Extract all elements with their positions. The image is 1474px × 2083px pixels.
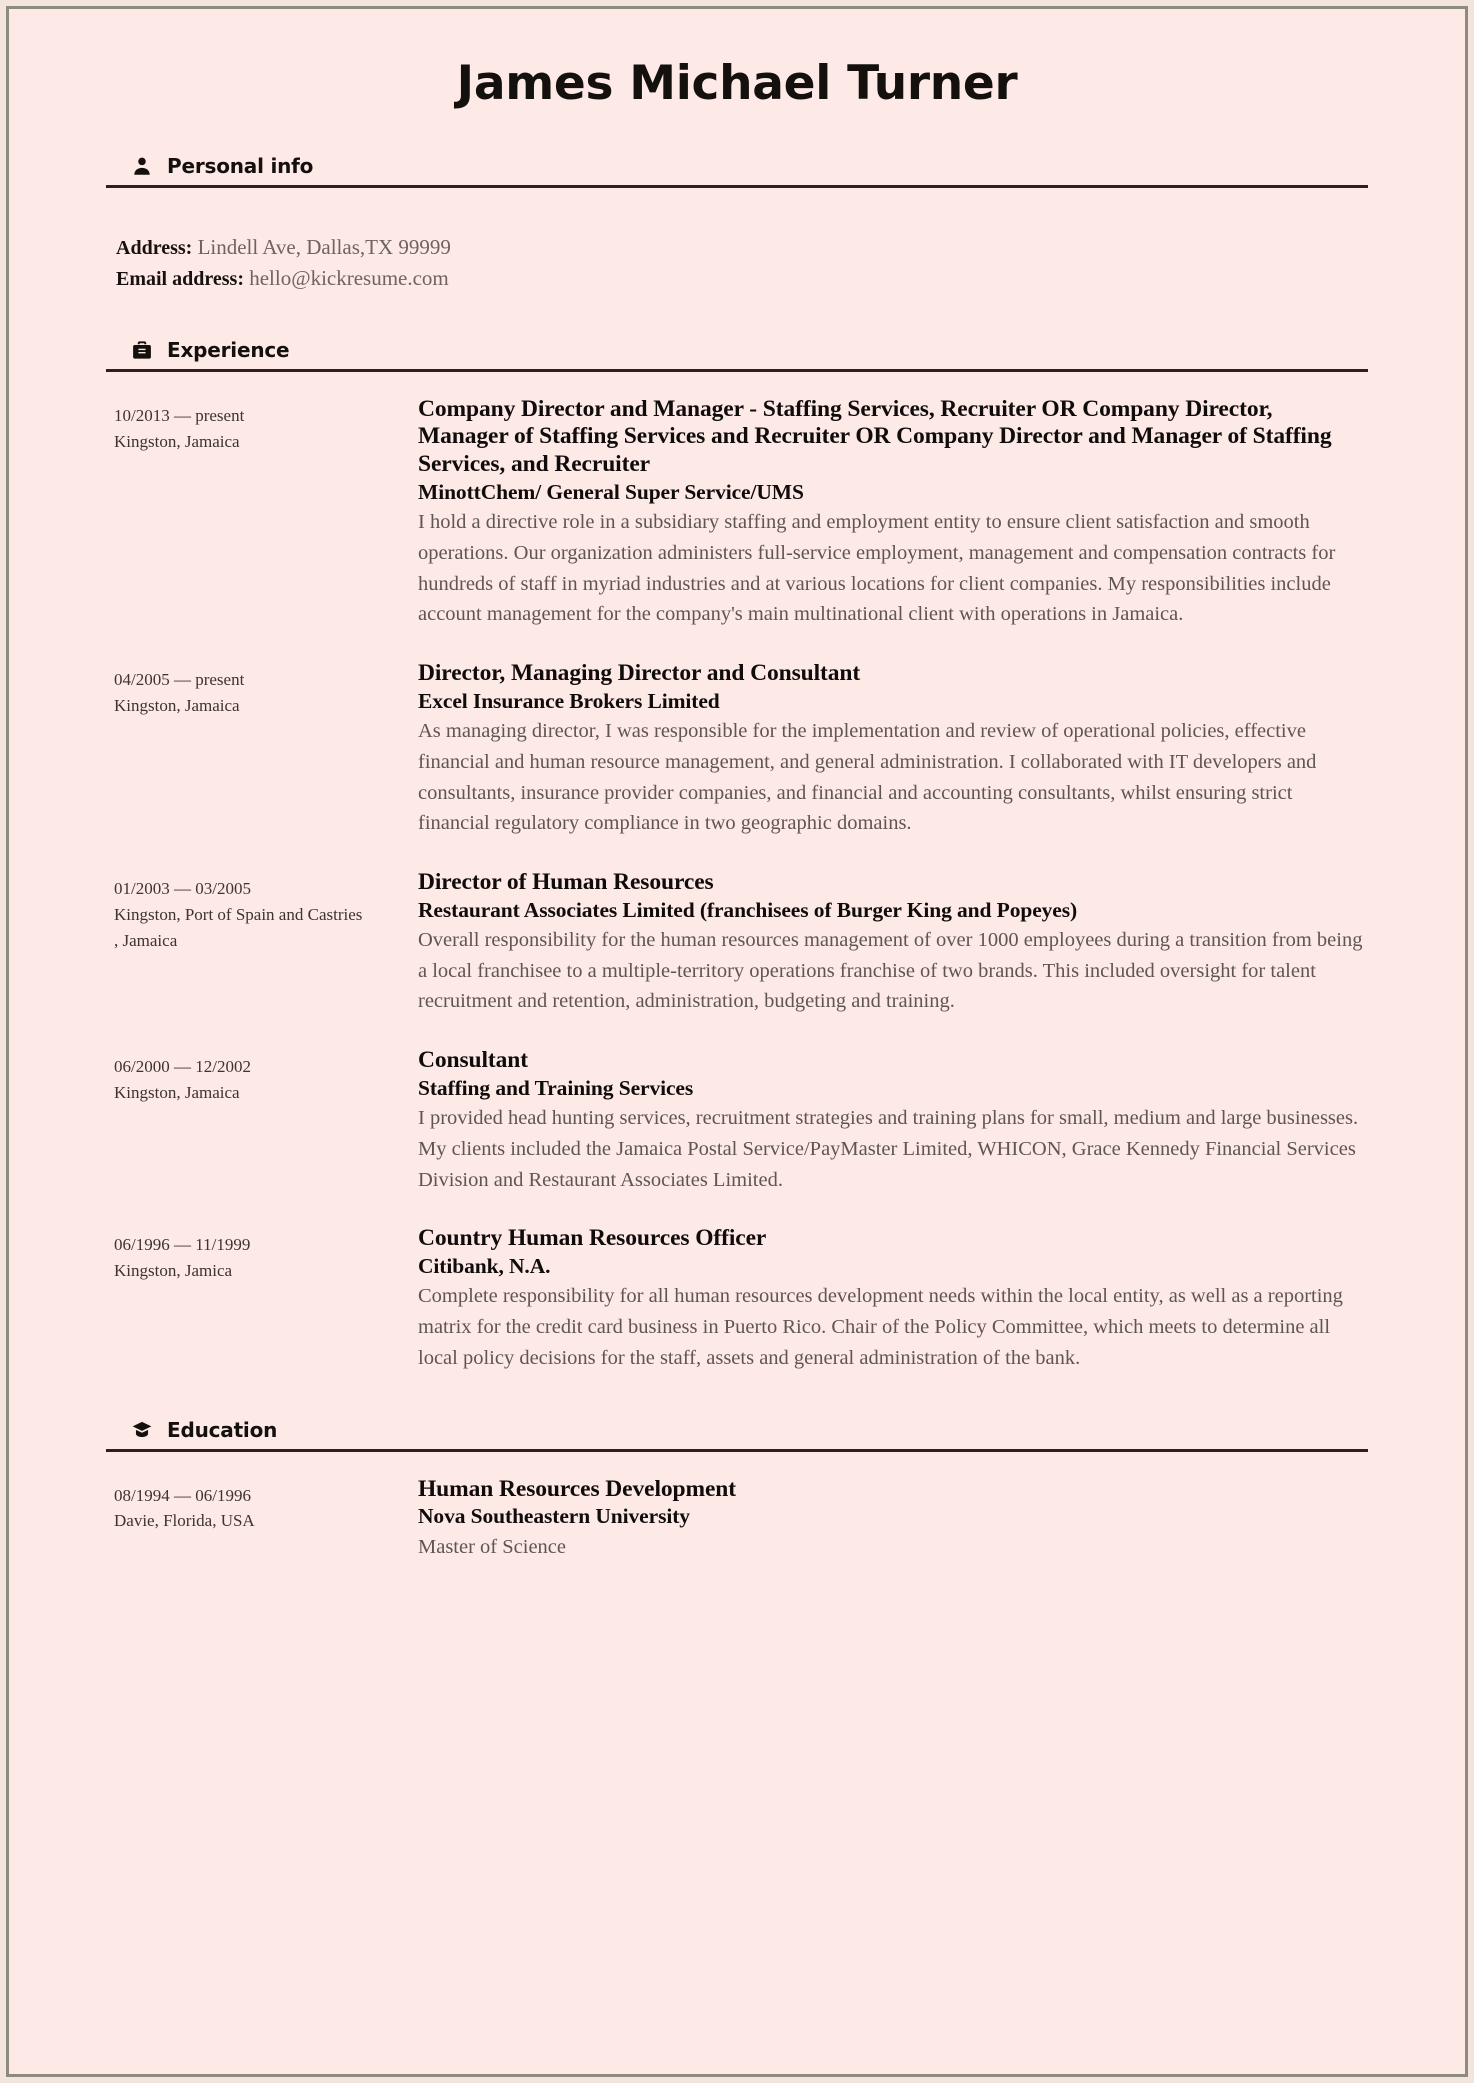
section-education bbox=[106, 1418, 1368, 1563]
entry-meta bbox=[106, 869, 418, 953]
entry-place: Kingston, Jamaica bbox=[114, 695, 240, 715]
section-title-personal-info: Personal info bbox=[167, 153, 314, 178]
entry-description: Overall responsibility for the human resources management of over 1000 employees during a transition from being a local franchisee to a multiple-territory operations franchise of two brands. This included oversight for talent recruitment and retention, administration, budgeting and training. bbox=[418, 928, 1363, 1013]
entry-place: Kingston, Jamaica bbox=[114, 431, 240, 451]
entry-date: 08/1994 — 06/1996 bbox=[114, 1485, 251, 1505]
entry-body bbox=[418, 1476, 1368, 1563]
entry-date: 04/2005 — present bbox=[114, 670, 245, 690]
entry-description: Complete responsibility for all human resources development needs within the local entity, as well as a reporting matrix for the credit card business in Puerto Rico. Chair of the Policy Committee, which meets to determine all local policy decisions for the staff, assets and general administration of the bank. bbox=[418, 1285, 1343, 1369]
entry-date: 06/2000 — 12/2002 bbox=[114, 1057, 251, 1077]
entry-title: Company Director and Manager - Staffing Services, Recruiter OR Company Director, Manager of Staffing Services and Recruiter OR Company Director and Manager of Staffing Services, and Recruiter bbox=[418, 395, 1332, 478]
page-title: James Michael Turner bbox=[456, 56, 1018, 111]
entry-date: 10/2013 — present bbox=[114, 405, 245, 425]
education-entries bbox=[106, 1452, 1368, 1563]
address-label: Address: bbox=[116, 236, 193, 259]
entry-organization: Excel Insurance Brokers Limited bbox=[418, 688, 720, 713]
experience-entry bbox=[106, 660, 1368, 839]
entry-description: I hold a directive role in a subsidiary staffing and employment entity to ensure client satisfaction and smooth operations. Our organization administers full-service employment, management and compensation contracts for hundreds of staff in myriad industries and at various locations for client companies. My responsibilities include account management for the company's main multinational client with operations in Jamaica. bbox=[418, 511, 1336, 626]
entry-organization: Citibank, N.A. bbox=[418, 1254, 551, 1279]
entry-organization: Nova Southeastern University bbox=[418, 1504, 690, 1529]
entry-place-secondary: , Jamaica bbox=[114, 930, 178, 950]
graduation-cap-icon bbox=[130, 1418, 154, 1442]
email-row bbox=[116, 263, 1368, 294]
experience-entry bbox=[106, 1047, 1368, 1195]
section-title-experience: Experience bbox=[167, 337, 290, 362]
section-experience bbox=[106, 338, 1368, 1374]
entry-body bbox=[418, 396, 1368, 630]
entry-place: Kingston, Jamaica bbox=[114, 1083, 240, 1103]
briefcase-icon bbox=[130, 338, 154, 362]
entry-organization: Restaurant Associates Limited (franchisees of Burger King and Popeyes) bbox=[418, 897, 1078, 922]
entry-meta bbox=[106, 396, 418, 455]
entry-title: Consultant bbox=[418, 1047, 529, 1074]
personal-info-list bbox=[106, 188, 1368, 294]
section-personal-info bbox=[106, 154, 1368, 294]
entry-meta bbox=[106, 1476, 418, 1535]
entry-place: Davie, Florida, USA bbox=[114, 1511, 255, 1531]
experience-entry bbox=[106, 1225, 1368, 1373]
person-icon bbox=[130, 154, 154, 178]
entry-body bbox=[418, 1225, 1368, 1373]
experience-entries bbox=[106, 372, 1368, 1374]
entry-title: Country Human Resources Officer bbox=[418, 1225, 767, 1252]
entry-meta bbox=[106, 660, 418, 719]
section-header-education bbox=[106, 1418, 1368, 1446]
entry-body bbox=[418, 1047, 1368, 1195]
entry-date: 01/2003 — 03/2005 bbox=[114, 879, 251, 898]
experience-entry bbox=[106, 396, 1368, 630]
entry-title: Director of Human Resources bbox=[418, 869, 714, 895]
section-header-personal-info bbox=[106, 154, 1368, 182]
email-value[interactable]: hello@kickresume.com bbox=[249, 265, 449, 290]
address-row bbox=[116, 232, 1368, 263]
entry-description: As managing director, I was responsible for the implementation and review of operational policies, effective financial and human resource management, and general administration. I collaborated with IT developers and consultants, insurance provider companies, and financial and accounting consultants, whilst ensuring strict financial regulatory compliance in two geographic domains. bbox=[418, 720, 1317, 835]
entry-organization: Staffing and Training Services bbox=[418, 1075, 694, 1100]
entry-meta bbox=[106, 1047, 418, 1106]
section-header-experience bbox=[106, 338, 1368, 366]
entry-place: Kingston, Port of Spain and Castries bbox=[114, 904, 363, 924]
address-value: Lindell Ave, Dallas,TX 99999 bbox=[197, 234, 451, 259]
entry-body bbox=[418, 660, 1368, 839]
education-entry bbox=[106, 1476, 1368, 1563]
email-label: Email address: bbox=[116, 267, 244, 290]
entry-place: Kingston, Jamica bbox=[114, 1261, 233, 1281]
section-title-education: Education bbox=[167, 1417, 278, 1442]
entry-meta bbox=[106, 1225, 418, 1284]
experience-entry bbox=[106, 869, 1368, 1017]
entry-body bbox=[418, 869, 1368, 1017]
entry-description: I provided head hunting services, recruitment strategies and training plans for small, medium and large businesses. My clients included the Jamaica Postal Service/PayMaster Limited, WHICON, Grace Kennedy Financial Services Division and Restaurant Associates Limited. bbox=[418, 1107, 1359, 1191]
entry-organization: MinottChem/ General Super Service/UMS bbox=[418, 479, 804, 504]
entry-date: 06/1996 — 11/1999 bbox=[114, 1235, 251, 1255]
entry-title: Human Resources Development bbox=[418, 1475, 737, 1502]
entry-title: Director, Managing Director and Consultant bbox=[418, 660, 861, 687]
entry-description: Master of Science bbox=[418, 1535, 566, 1558]
